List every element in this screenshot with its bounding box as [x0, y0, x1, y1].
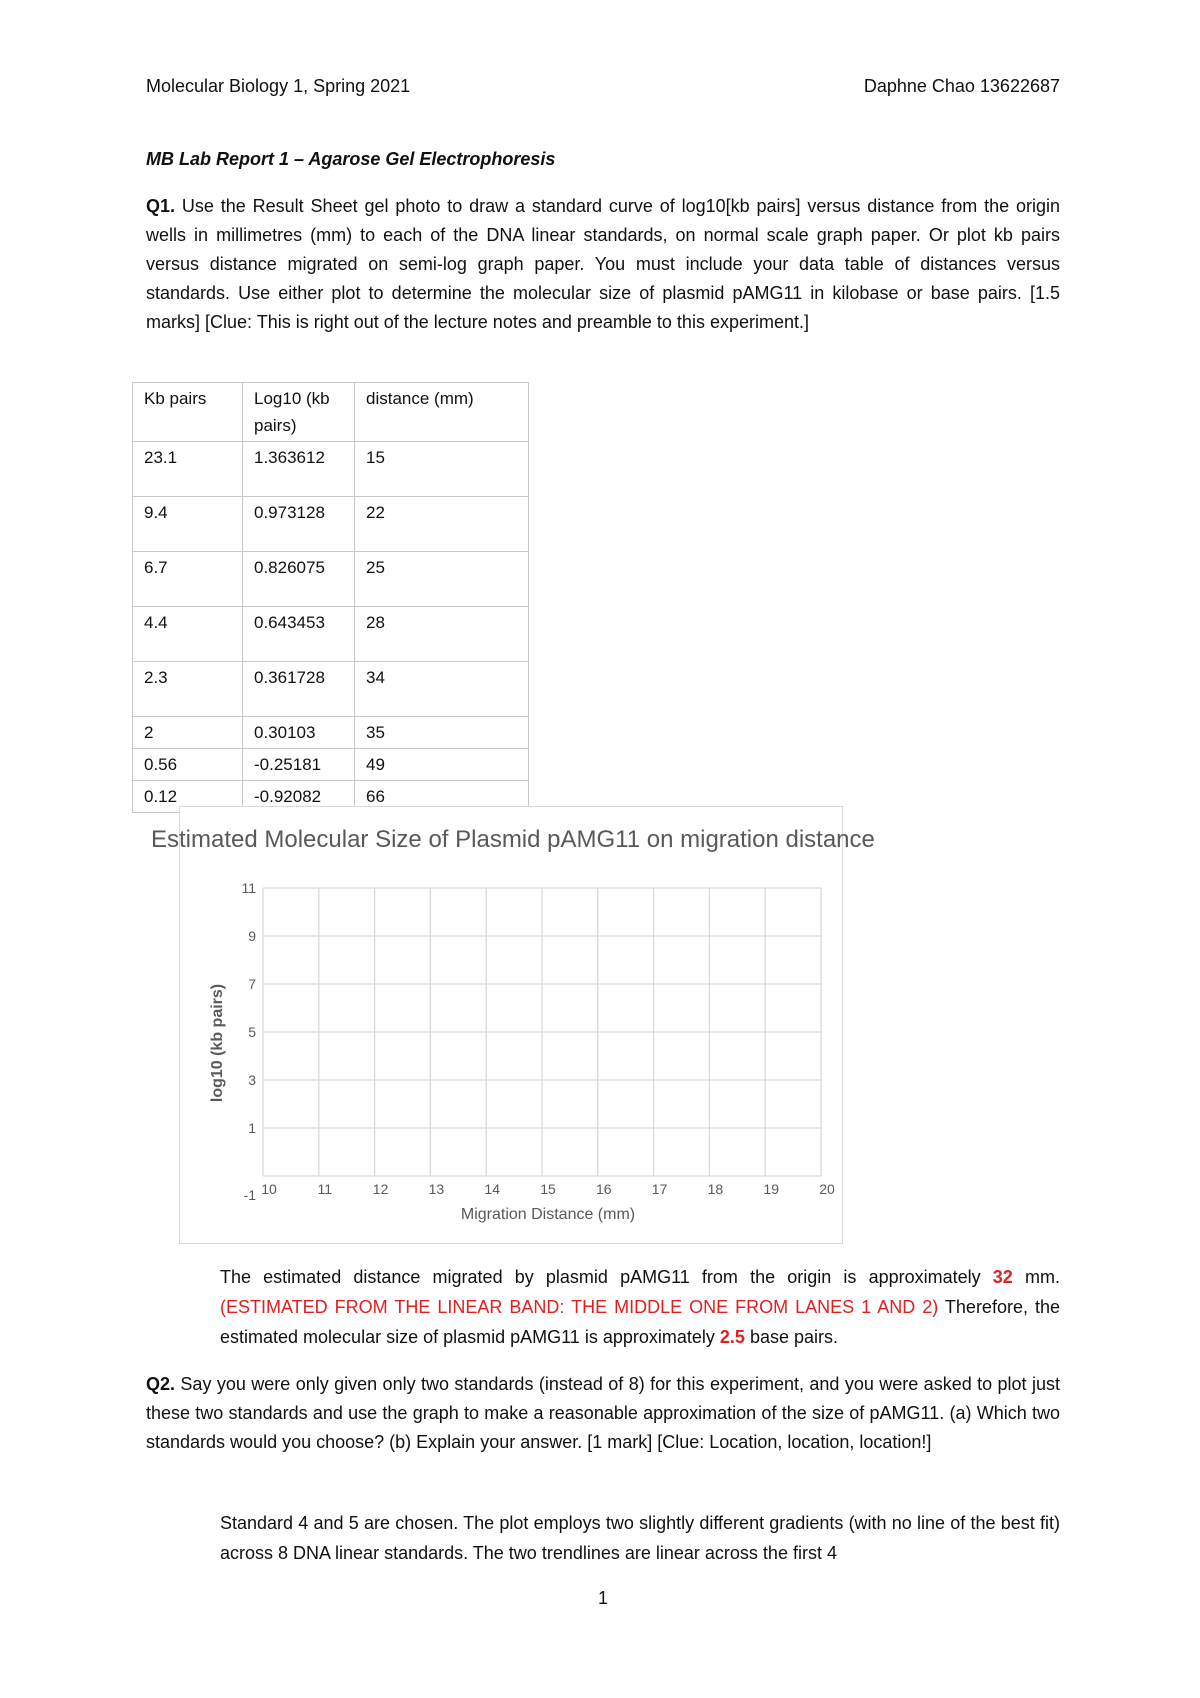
table-cell: 23.1: [133, 442, 243, 497]
question-1-label: Q1.: [146, 196, 176, 216]
table-cell: 49: [355, 749, 529, 781]
answer-1-text-c: Therefore, the estimated molecular size of plasmid pAMG11 is approximately: [220, 1297, 1060, 1347]
table-cell: 15: [355, 442, 529, 497]
table-cell: 0.12: [133, 781, 243, 813]
table-cell: 4.4: [133, 607, 243, 662]
table-cell: 2.3: [133, 662, 243, 717]
table-cell: 0.56: [133, 749, 243, 781]
table-cell: 34: [355, 662, 529, 717]
x-tick-label: 14: [484, 1181, 500, 1197]
table-cell: 28: [355, 607, 529, 662]
table-header-cell: Kb pairs: [133, 383, 243, 442]
x-tick-label: 12: [372, 1181, 389, 1197]
y-tick-label: 7: [248, 976, 256, 992]
estimated-distance-value: 32: [992, 1267, 1013, 1287]
x-tick-label: 15: [540, 1181, 556, 1197]
question-1-text: Use the Result Sheet gel photo to draw a standard curve of log10[kb pairs] versus distance from the origin wells in millimetres (mm) to each of the DNA linear standards, on normal scale graph paper. Or plot kb pairs versus distance migrated on semi-log graph paper. You must include your data table of distances versus standards. Use either plot to determine the molecular size of plasmid pAMG11 in kilobase or base pairs. [1.5 marks] [Clue: This is right out of the lecture notes and preamble to this experiment.]: [146, 196, 1060, 332]
table-cell: 66: [355, 781, 529, 813]
header-author: Daphne Chao 13622687: [863, 76, 1060, 96]
table-cell: 0.826075: [243, 552, 355, 607]
y-tick-label: 1: [248, 1120, 256, 1136]
answer-2: Standard 4 and 5 are chosen. The plot employs two slightly different gradients (with no line of the best fit) across 8 DNA linear standards. The two trendlines are linear across the first 4: [220, 1513, 1060, 1563]
table-cell: 0.30103: [243, 717, 355, 749]
question-2-text: Say you were only given only two standards (instead of 8) for this experiment, and you were asked to plot just these two standards and use the graph to make a reasonable approximation of the size of pAMG11. (a) Which two standards would you choose? (b) Explain your answer. [1 mark] [Clue: Location, location, location!]: [146, 1374, 1060, 1452]
table-header-cell: Log10 (kb pairs): [243, 383, 355, 442]
table-cell: 0.643453: [243, 607, 355, 662]
x-tick-label: 20: [819, 1181, 835, 1197]
table-cell: 0.361728: [243, 662, 355, 717]
x-tick-label: 11: [317, 1181, 333, 1197]
y-tick-label: 11: [241, 880, 256, 896]
report-title: MB Lab Report 1 – Agarose Gel Electrophoresis: [146, 149, 556, 169]
estimated-size-value: 2.5: [719, 1327, 745, 1347]
y-tick-label: 3: [248, 1072, 256, 1088]
page-number: 1: [598, 1588, 609, 1608]
y-tick-label: 5: [248, 1024, 256, 1040]
answer-1-text-b: mm.: [1024, 1267, 1060, 1287]
table-cell: -0.92082: [243, 781, 355, 813]
answer-1-text-a: The estimated distance migrated by plasmid pAMG11 from the origin is approximately: [220, 1267, 981, 1287]
x-tick-label: 10: [261, 1181, 277, 1197]
answer-1-text-d: base pairs.: [749, 1327, 838, 1347]
answer-1: [220, 1262, 1060, 1352]
x-axis-label: Migration Distance (mm): [460, 1206, 636, 1223]
table-cell: 1.363612: [243, 442, 355, 497]
table-cell: 25: [355, 552, 529, 607]
x-tick-label: 13: [428, 1181, 445, 1197]
table-cell: 9.4: [133, 497, 243, 552]
y-axis-label: log10 (kb pairs): [209, 983, 226, 1103]
table-cell: 6.7: [133, 552, 243, 607]
y-tick-label: 9: [248, 928, 256, 944]
table-cell: 0.973128: [243, 497, 355, 552]
x-tick-label: 17: [651, 1181, 668, 1197]
table-cell: -0.25181: [243, 749, 355, 781]
table-cell: 2: [133, 717, 243, 749]
question-2-label: Q2.: [146, 1374, 176, 1394]
table-cell: 35: [355, 717, 529, 749]
y-tick-label: -1: [243, 1187, 256, 1203]
answer-1-note: (ESTIMATED FROM THE LINEAR BAND: THE MIDDLE ONE FROM LANES 1 AND 2): [220, 1297, 939, 1317]
x-tick-label: 18: [707, 1181, 724, 1197]
header-course: Molecular Biology 1, Spring 2021: [146, 76, 411, 96]
question-2: [146, 1370, 1060, 1457]
x-tick-label: 16: [596, 1181, 612, 1197]
table-cell: 22: [355, 497, 529, 552]
table-header-cell: distance (mm): [355, 383, 529, 442]
chart-title: Estimated Molecular Size of Plasmid pAMG11 on migration distance: [151, 826, 875, 853]
x-tick-label: 19: [763, 1181, 779, 1197]
